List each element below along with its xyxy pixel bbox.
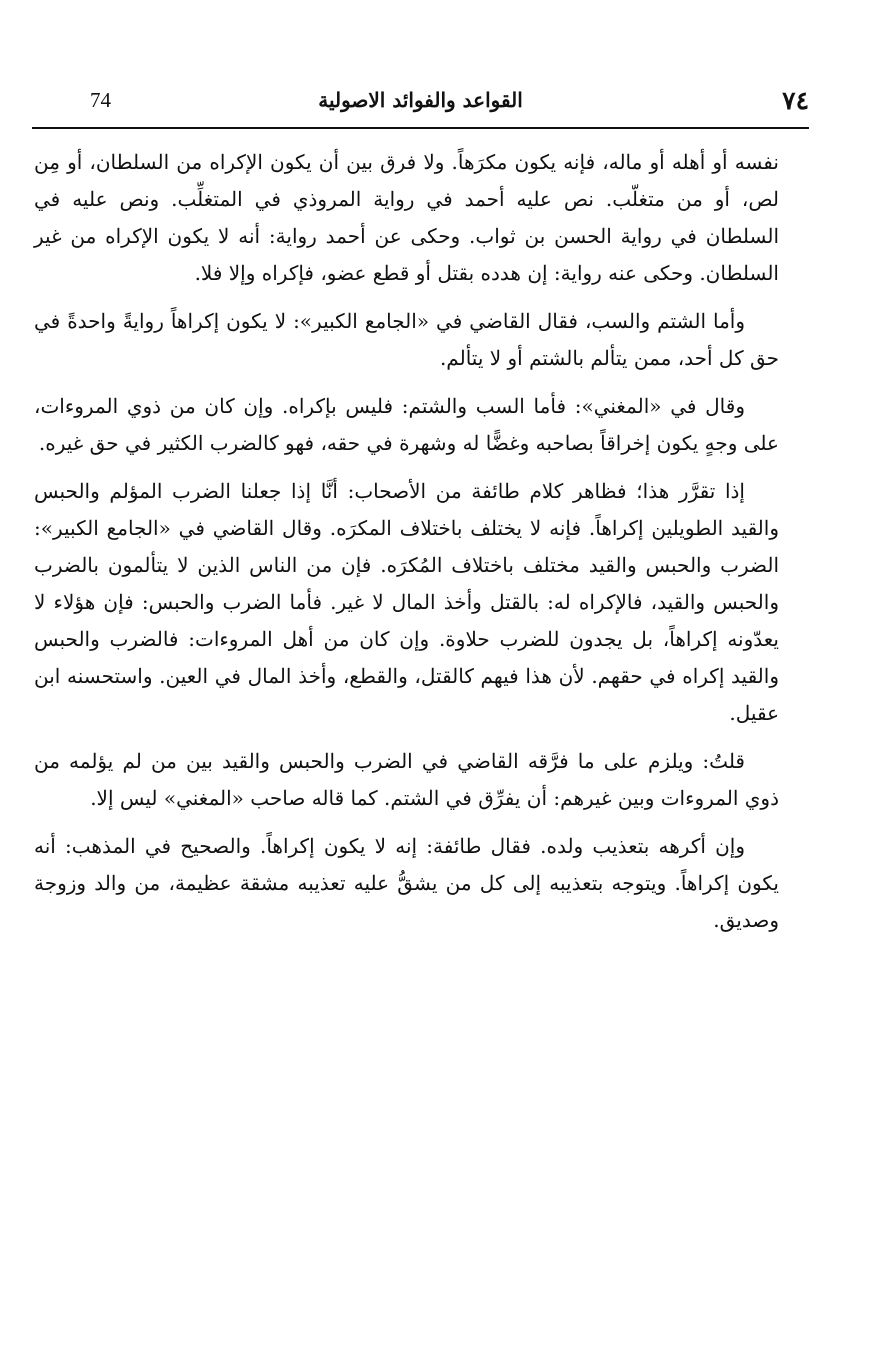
paragraph: إذا تقرَّر هذا؛ فظاهر كلام طائفة من الأصحاب: أنَّا إذا جعلنا الضرب المؤلم والحبس والقيد الطويلين إكراهاً. فإنه لا يختلف باختلاف المكرَه. وقال القاضي في «الجامع الكبير»: الضرب والحبس والقيد مختلف باختلاف المُكرَه. فإن من الناس الذين لا يتألمون بالضرب والحبس والقيد، فالإكراه له: بالقتل وأخذ المال لا غير. فأما الضرب والحبس: فإن هؤلاء لا يعدّونه إكراهاً، بل يجدون للضرب حلاوة. وإن كان من أهل المروءات: فالضرب والحبس والقيد إكراه في حقهم. لأن هذا فيهم كالقتل، والقطع، وأخذ المال في العين. واستحسنه ابن عقيل. — [34, 479, 779, 725]
paragraph: وإن أكرهه بتعذيب ولده. فقال طائفة: إنه لا يكون إكراهاً. والصحيح في المذهب: أنه يكون إكراهاً. ويتوجه بتعذيبه إلى كل من يشقُّ عليه تعذيبه مشقة عظيمة، من والد وزوجة وصديق. — [34, 834, 779, 932]
paragraph: وقال في «المغني»: فأما السب والشتم: فليس بإكراه. وإن كان من ذوي المروءات، على وجهٍ يكون إخراقاً بصاحبه وغضًّا له وشهرة في حقه، فهو كالضرب الكثير في حق غيره. — [34, 394, 779, 455]
paragraph: وأما الشتم والسب، فقال القاضي في «الجامع الكبير»: لا يكون إكراهاً روايةً واحدةً في حق كل أحد، ممن يتألم بالشتم أو لا يتألم. — [34, 309, 779, 370]
page-body — [34, 144, 779, 950]
page-number-arabic: ٧٤ — [782, 86, 809, 115]
running-title: القواعد والفوائد الاصولية — [318, 88, 523, 112]
paragraph: نفسه أو أهله أو ماله، فإنه يكون مكرَهاً. ولا فرق بين أن يكون الإكراه من السلطان، أو مِن لص، أو من متغلّب. نص عليه أحمد في رواية المروذي في المتغلِّب. ونص عليه في السلطان في رواية الحسن بن ثواب. وحكى عن أحمد رواية: أنه لا يكون الإكراه من غير السلطان. وحكى عنه رواية: إن هدده بقتل أو قطع عضو، فإكراه وإلا فلا. — [34, 150, 779, 285]
page-number-latin: 74 — [90, 88, 111, 112]
paragraph: قلتُ: ويلزم على ما فرَّقه القاضي في الضرب والحبس والقيد بين من لم يؤلمه من ذوي المروءات وبين غيرهم: أن يفرِّق في الشتم. كما قاله صاحب «المغني» ليس إلا. — [34, 749, 779, 810]
header-rule — [32, 127, 809, 129]
page-header — [32, 86, 809, 126]
